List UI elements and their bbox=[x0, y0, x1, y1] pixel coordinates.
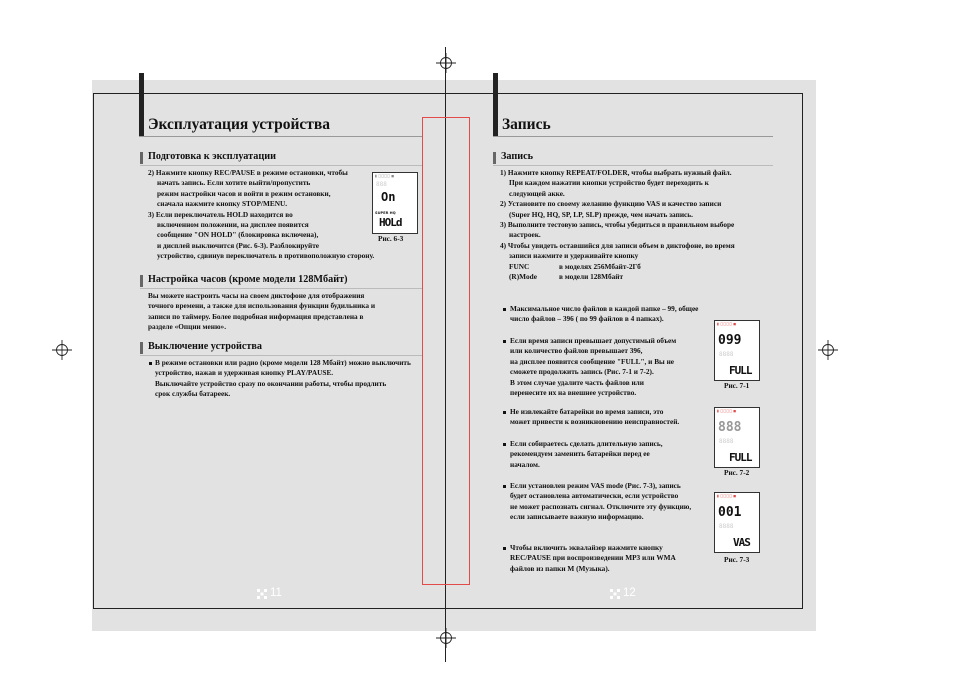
right-b5-text: Если установлен режим VAS mode (Рис. 7-3), запись будет остановлена автоматически, если устройство не может распознать сигнал. Отключите эту функцию, если записываете важную информацию. bbox=[510, 481, 692, 522]
left-s3-text: В режиме остановки или радио (кроме модели 128 Мбайт) можно выключить устройство, нажав и удерживая кнопку PLAY/PAUSE. Выключайте устройство сразу по окончании работы, чтобы продлить срок службы батареек. bbox=[155, 358, 411, 399]
right-s1-text: 1) Нажмите кнопку REPEAT/FOLDER, чтобы выбрать нужный файл. При каждом нажатии кнопки устройство будет переходить к следующей акке. 2) Установите по своему желанию функцию VAS и качество записи (Super HQ, HQ, SP, LP, SLP) прежде, чем начать запись. 3) Выполните тестовую запись, чтобы убедиться в правильном выборе настроек. 4) Чтобы увидеть оставшийся для записи объем в диктофоне, во время записи нажмите и удерживайте кнопку bbox=[500, 168, 735, 261]
right-b4-text: Если собираетесь сделать длительную запись, рекомендуем заменить батарейки перед ее началом. bbox=[510, 439, 663, 469]
page-number-icon bbox=[610, 589, 620, 599]
left-s3-rule bbox=[140, 355, 422, 356]
lcd-7-3-line2: VAS bbox=[733, 536, 750, 549]
left-s3-bar bbox=[140, 342, 143, 354]
left-s1-text: 2) Нажмите кнопку REC/PAUSE в режиме остановки, чтобы начать запись. Если хотите выйти/пропустить режим настройки часов и войти в режим остановки, сначала нажмите кнопку STOP/MENU. 3) Если переключатель HOLD находится во включенном положении, на дисплее появится сообщение "ON HOLD" (блокировка включена), и дисплей выключится (Рис. 6-3). Разблокируйте устройство, сдвинув переключатель в противоположную сторону. bbox=[148, 168, 375, 261]
right-page-number: 12 bbox=[623, 587, 636, 599]
figure-7-3-caption: Рис. 7-3 bbox=[724, 555, 750, 564]
left-s2-heading: Настройка часов (кроме модели 128Мбайт) bbox=[148, 274, 348, 285]
lcd-figure-7-2: ▮ ◻◻◻◻ ◼ 888 8888 FULL bbox=[714, 407, 760, 468]
lcd-figure-6-3: ▮ ◻◻◻◻ ◼ 888 On SUPER HQ HOLd bbox=[372, 172, 418, 234]
right-title-bar bbox=[493, 73, 498, 136]
registration-mark-bottom bbox=[436, 628, 456, 648]
left-s2-rule bbox=[140, 288, 422, 289]
registration-mark-left bbox=[52, 340, 72, 360]
lcd-7-1-line2: FULL bbox=[729, 364, 752, 377]
registration-mark-top bbox=[436, 53, 456, 73]
right-b3-text: Не извлекайте батарейки во время записи, это может привести к возникновению неисправностей. bbox=[510, 407, 680, 427]
lcd-6-3-line1: On bbox=[381, 190, 396, 204]
left-title-bar bbox=[139, 73, 144, 136]
func-row-1: FUNC в моделях 256Мбайт-2Гб bbox=[509, 262, 641, 271]
binding-strip bbox=[422, 117, 470, 585]
lcd-7-1-line1: 099 bbox=[718, 333, 742, 348]
right-s1-heading: Запись bbox=[501, 151, 533, 162]
right-b2-bullet bbox=[503, 340, 506, 343]
left-s1-bar bbox=[140, 152, 143, 164]
right-title-rule bbox=[493, 136, 773, 137]
lcd-6-3-line2: HOLd bbox=[379, 216, 402, 229]
left-s2-bar bbox=[140, 275, 143, 287]
right-s1-rule bbox=[493, 165, 773, 166]
right-b1-bullet bbox=[503, 308, 506, 311]
left-s1-rule bbox=[140, 165, 422, 166]
left-page-title: Эксплуатация устройства bbox=[148, 116, 331, 133]
right-s1-bar bbox=[493, 152, 496, 164]
right-b4-bullet bbox=[503, 443, 506, 446]
lcd-6-3-preset: SUPER HQ bbox=[375, 211, 396, 215]
left-title-rule bbox=[139, 136, 422, 137]
registration-mark-right bbox=[818, 340, 838, 360]
left-s3-heading: Выключение устройства bbox=[148, 341, 262, 352]
func-row-2: (R)Mode в модели 128Мбайт bbox=[509, 272, 624, 281]
right-b1-text: Максимальное число файлов в каждой папке – 99, общее число файлов – 396 ( по 99 файлов в 4 папках). bbox=[510, 304, 699, 324]
lcd-figure-7-3: ▮ ◻◻◻◻ ◼ 001 8888 VAS bbox=[714, 492, 760, 553]
lcd-figure-7-1: ▮ ◻◻◻◻ ◼ 099 8888 FULL bbox=[714, 320, 760, 381]
right-b6-bullet bbox=[503, 547, 506, 550]
figure-6-3-caption: Рис. 6-3 bbox=[378, 234, 404, 243]
lcd-7-3-line1: 001 bbox=[718, 505, 742, 520]
page-number-icon bbox=[257, 589, 267, 599]
left-s2-text: Вы можете настроить часы на своем диктофоне для отображения точного времени, а также для использования функции будильника и записи по таймеру. Более подробная информация представлена в разделе «Опции меню». bbox=[148, 291, 376, 332]
left-s3-bullet bbox=[149, 362, 152, 365]
figure-7-1-caption: Рис. 7-1 bbox=[724, 381, 750, 390]
right-b3-bullet bbox=[503, 411, 506, 414]
left-page-number: 11 bbox=[270, 587, 282, 599]
lcd-7-2-line2: FULL bbox=[729, 451, 752, 464]
right-page-title: Запись bbox=[502, 116, 551, 133]
left-s1-heading: Подготовка к эксплуатации bbox=[148, 151, 276, 162]
right-b2-text: Если время записи превышает допустимый объем или количество файлов превышает 396, на дисплее появится сообщение "FULL", и Вы не сможете продолжить запись (Рис. 7-1 и 7-2). В этом случае удалите часть файлов или перенесите их на внешнее устройство. bbox=[510, 336, 677, 398]
lcd-7-2-line1: 888 bbox=[718, 420, 742, 435]
figure-7-2-caption: Рис. 7-2 bbox=[724, 468, 750, 477]
right-b6-text: Чтобы включить эквалайзер нажмите кнопку REC/PAUSE при воспроизведении MP3 или WMA файлов из папки M (Музыка). bbox=[510, 543, 676, 573]
right-b5-bullet bbox=[503, 485, 506, 488]
